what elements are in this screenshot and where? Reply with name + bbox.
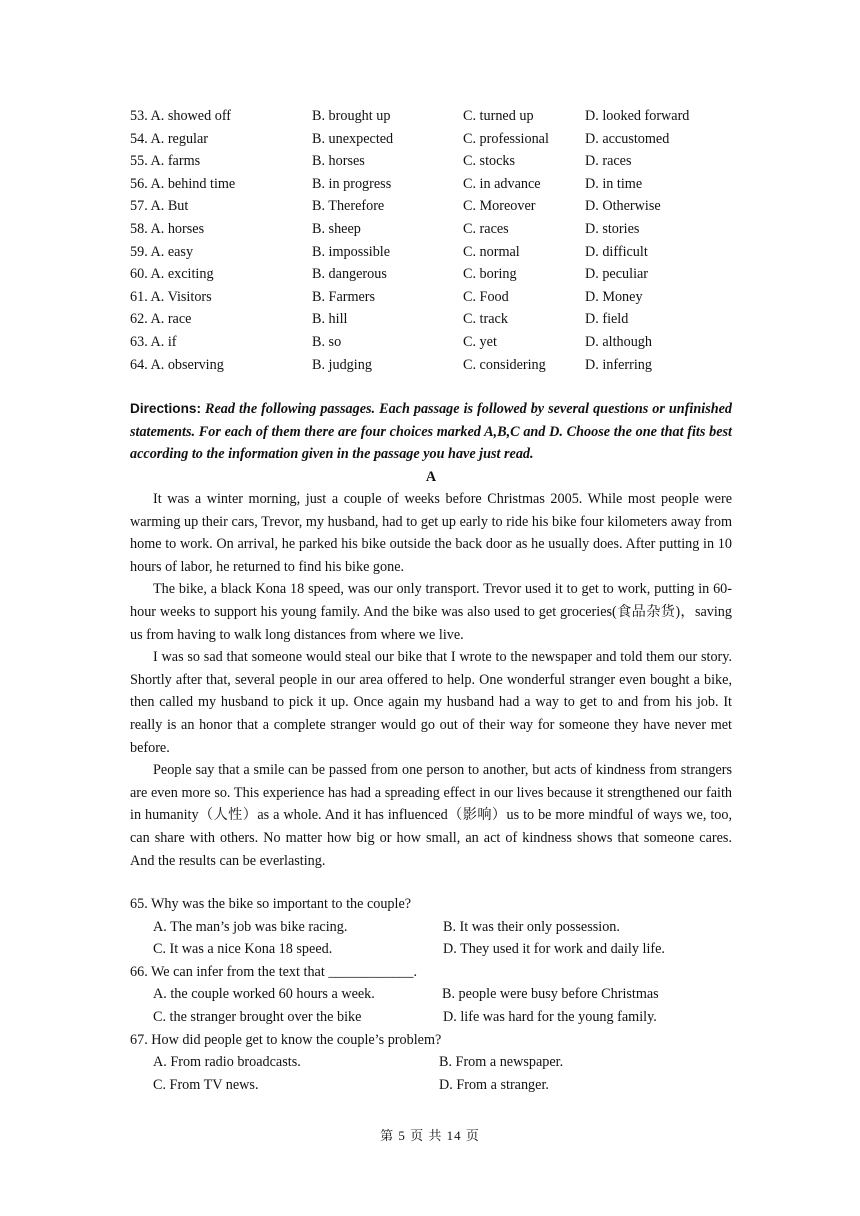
option-a: 58. A. horses: [130, 220, 205, 237]
option-d: D. looked forward: [585, 108, 690, 124]
option-b: B. Farmers: [312, 288, 376, 305]
option-a: 62. A. race: [130, 311, 192, 328]
option-d: D. peculiar: [585, 266, 649, 283]
option-c: C. stocks: [463, 153, 516, 170]
passage-body: [130, 488, 732, 872]
choice-a: A. the couple worked 60 hours a week.: [153, 986, 375, 1003]
choice-c: C. From TV news.: [153, 1076, 259, 1093]
question-stem: 67. How did people get to know the couple’s problem?: [130, 1031, 442, 1048]
passage-paragraph: The bike, a black Kona 18 speed, was our only transport. Trevor used it to get to work, putting in 60-hour weeks to support his young family. And the bike was also used to get groceries(食品杂货)，saving us from having to walk long distances from where we live.: [130, 581, 732, 643]
option-d: D. Otherwise: [585, 198, 661, 215]
option-b: B. sheep: [312, 220, 361, 237]
option-b: B. in progress: [312, 175, 392, 192]
option-d: D. Money: [585, 288, 643, 305]
option-c: C. boring: [463, 266, 517, 283]
choice-a: A. From radio broadcasts.: [153, 1054, 301, 1071]
option-a: 55. A. farms: [130, 153, 201, 170]
passage-paragraph: People say that a smile can be passed from one person to another, but acts of kindness from strangers are even more so. This experience has had a spreading effect in our lives because it strengthened our faith in humanity（人性）as a whole. And it has influenced（影响）us to be more mindful of ways we, too, can share with others. No matter how big or how small, an act of kindness shows that someone cares. And the results can be everlasting.: [130, 762, 732, 869]
option-a: 53. A. showed off: [130, 108, 232, 124]
option-d: D. field: [585, 311, 629, 328]
choice-d: D. They used it for work and daily life.: [443, 941, 665, 958]
reading-directions: [130, 398, 732, 466]
choice-b: B. From a newspaper.: [439, 1054, 564, 1071]
passage-paragraph: I was so sad that someone would steal our bike that I wrote to the newspaper and told them our story. Shortly after that, several people in our area offered to help. One wonderful stranger even bought a bike, then called my husband to pick it up. Once again my husband had a way to get to and from his job. It really is an honor that a complete stranger would go out of their way for someone they have never met before.: [130, 649, 732, 756]
question-stem: 66. We can infer from the text that ____________.: [130, 963, 418, 980]
question-stem: 65. Why was the bike so important to the couple?: [130, 896, 412, 912]
option-c: C. professional: [463, 130, 549, 147]
choice-row: [130, 1051, 750, 1074]
option-d: D. in time: [585, 175, 643, 192]
option-c: C. yet: [463, 333, 497, 350]
page-number-footer: 第 5 页 共 14 页: [380, 1128, 480, 1143]
option-a: 54. A. regular: [130, 130, 209, 147]
passage-heading: A: [425, 469, 437, 485]
option-a: 64. A. observing: [130, 356, 224, 373]
option-b: B. unexpected: [312, 130, 394, 147]
choice-row: [130, 938, 750, 961]
option-c: C. in advance: [463, 175, 541, 192]
choice-a: A. The man’s job was bike racing.: [153, 918, 348, 935]
option-c: C. Moreover: [463, 198, 536, 215]
choice-row: [130, 1006, 750, 1029]
choice-d: D. From a stranger.: [439, 1076, 549, 1093]
option-d: D. races: [585, 153, 632, 170]
option-a: 57. A. But: [130, 198, 189, 215]
option-d: D. although: [585, 333, 652, 350]
option-c: C. track: [463, 311, 508, 328]
choice-row: [130, 983, 750, 1006]
question-65: [130, 893, 750, 961]
choice-c: C. the stranger brought over the bike: [153, 1008, 362, 1025]
choice-d: D. life was hard for the young family.: [443, 1008, 657, 1025]
option-b: B. impossible: [312, 243, 391, 260]
choice-row: [130, 1074, 750, 1097]
question-67: [130, 1029, 750, 1097]
option-d: D. difficult: [585, 243, 648, 260]
option-c: C. races: [463, 220, 509, 237]
option-d: D. stories: [585, 220, 640, 237]
option-b: B. judging: [312, 356, 372, 373]
option-d: D. inferring: [585, 356, 652, 373]
option-a: 56. A. behind time: [130, 175, 236, 192]
option-b: B. hill: [312, 311, 348, 328]
question-66: [130, 961, 750, 1029]
option-b: B. horses: [312, 153, 365, 170]
directions-text: Read the following passages. Each passage is followed by several questions or unfinished statements. For each of them there are four choices marked A,B,C and D. Choose the one that fits best according to the information given in the passage you have just read.: [130, 401, 732, 463]
option-b: B. brought up: [312, 108, 391, 124]
passage-paragraph: It was a winter morning, just a couple of weeks before Christmas 2005. While most people were warming up their cars, Trevor, my husband, had to get up early to ride his bike four kilometers away from home to work. On arrival, he parked his bike outside the back door as he usually does. After putting in 10 hours of labor, he returned to find his bike gone.: [130, 491, 732, 575]
choice-row: [130, 916, 750, 939]
option-b: B. Therefore: [312, 198, 385, 215]
option-b: B. so: [312, 333, 342, 350]
question-list: [130, 893, 750, 1096]
choice-b: B. people were busy before Christmas: [442, 986, 659, 1003]
option-a: 59. A. easy: [130, 243, 194, 260]
directions-label: Directions:: [130, 401, 202, 416]
option-c: C. considering: [463, 356, 546, 373]
option-a: 60. A. exciting: [130, 266, 214, 283]
choice-c: C. It was a nice Kona 18 speed.: [153, 941, 333, 958]
option-c: C. Food: [463, 288, 509, 305]
choice-b: B. It was their only possession.: [443, 918, 620, 935]
option-c: C. turned up: [463, 108, 534, 124]
option-a: 63. A. if: [130, 333, 177, 350]
option-c: C. normal: [463, 243, 520, 260]
option-d: D. accustomed: [585, 130, 670, 147]
option-b: B. dangerous: [312, 266, 387, 283]
option-a: 61. A. Visitors: [130, 288, 212, 305]
